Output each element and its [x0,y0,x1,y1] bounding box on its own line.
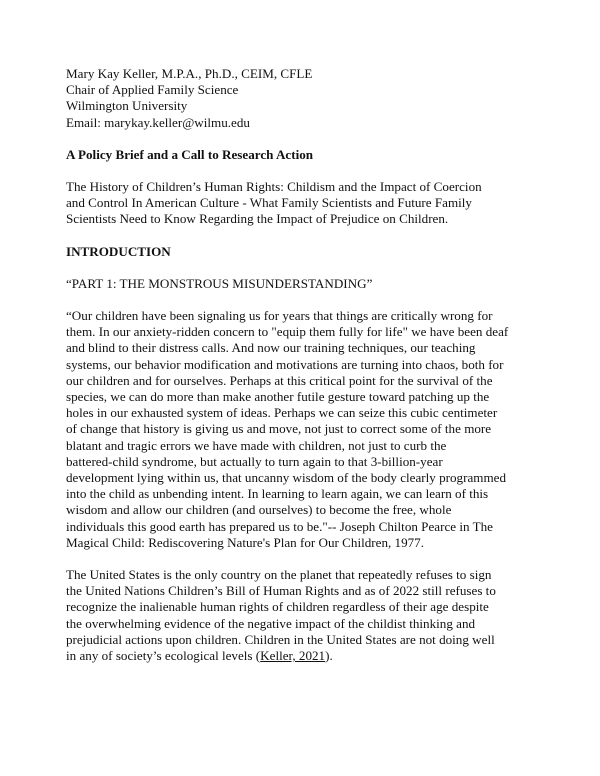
body-paragraph [66,567,536,664]
document-page [66,66,536,664]
body-line: the United Nations Children’s Bill of Human Rights and as of 2022 still refuses to [66,583,496,599]
quote-line: them. In our anxiety-ridden concern to "equip them fully for life" we have been deaf [66,324,509,340]
body-line-last-text: in any of society’s ecological levels ( [66,648,261,664]
section-heading: INTRODUCTION [66,243,171,259]
author-position: Chair of Applied Family Science [66,82,239,98]
author-block [66,66,536,131]
subtitle-line: The History of Children’s Human Rights: Childism and the Impact of Coercion [66,179,482,195]
quote-line: holes in our exhausted system of ideas. Perhaps we can seize this cubic centimeter [66,405,498,421]
body-line: The United States is the only country on the planet that repeatedly refuses to sign [66,567,492,583]
subtitle-line: and Control In American Culture - What Family Scientists and Future Family [66,195,472,211]
body-line: prejudicial actions upon children. Children in the United States are not doing well [66,631,495,647]
part-title: “PART 1: THE MONSTROUS MISUNDERSTANDING” [66,275,373,291]
quote-line: Magical Child: Rediscovering Nature's Plan for Our Children, 1977. [66,534,425,550]
quote-line: our children and for ourselves. Perhaps at this critical point for the survival of the [66,372,493,388]
quote-line: and blind to their distress calls. And now our training techniques, our teaching [66,340,476,356]
subtitle-paragraph [66,179,536,228]
quote-line: systems, our behavior modification and motivations are turning into chaos, both for [66,356,504,372]
body-line: the overwhelming evidence of the negative impact of the childist thinking and [66,615,476,631]
quote-line: battered-child syndrome, but actually to turn again to that 3-billion-year [66,453,443,469]
quote-line: individuals this good earth has prepared us to be."-- Joseph Chilton Pearce in The [66,518,493,534]
quote-line: “Our children have been signaling us for years that things are critically wrong for [66,308,493,324]
quote-line: development lying within us, that uncanny wisdom of the body clearly programmed [66,470,507,486]
quote-line: blatant and tragic errors we have made with children, not just to curb the [66,437,447,453]
body-line: recognize the inalienable human rights of children regardless of their age despite [66,599,489,615]
citation-link-keller-2021[interactable]: Keller, 2021 [260,648,326,664]
subtitle-line: Scientists Need to Know Regarding the Impact of Prejudice on Children. [66,211,449,227]
author-email: Email: marykay.keller@wilmu.edu [66,114,250,130]
quote-line: of change that history is giving us and move, not just to correct some of the more [66,421,492,437]
quote-line: wisdom and allow our children (and ourselves) to become the free, whole [66,502,452,518]
body-line-last-end: ). [325,648,333,664]
brief-heading: A Policy Brief and a Call to Research Action [66,146,314,162]
body-line-last [66,648,536,664]
author-institution: Wilmington University [66,98,188,114]
quote-paragraph [66,308,536,551]
quote-line: species, we can do more than make another futile gesture toward patching up the [66,389,490,405]
quote-line: into the child as unbending intent. In learning to learn again, we can learn of this [66,486,489,502]
author-name: Mary Kay Keller, M.P.A., Ph.D., CEIM, CFLE [66,66,313,81]
